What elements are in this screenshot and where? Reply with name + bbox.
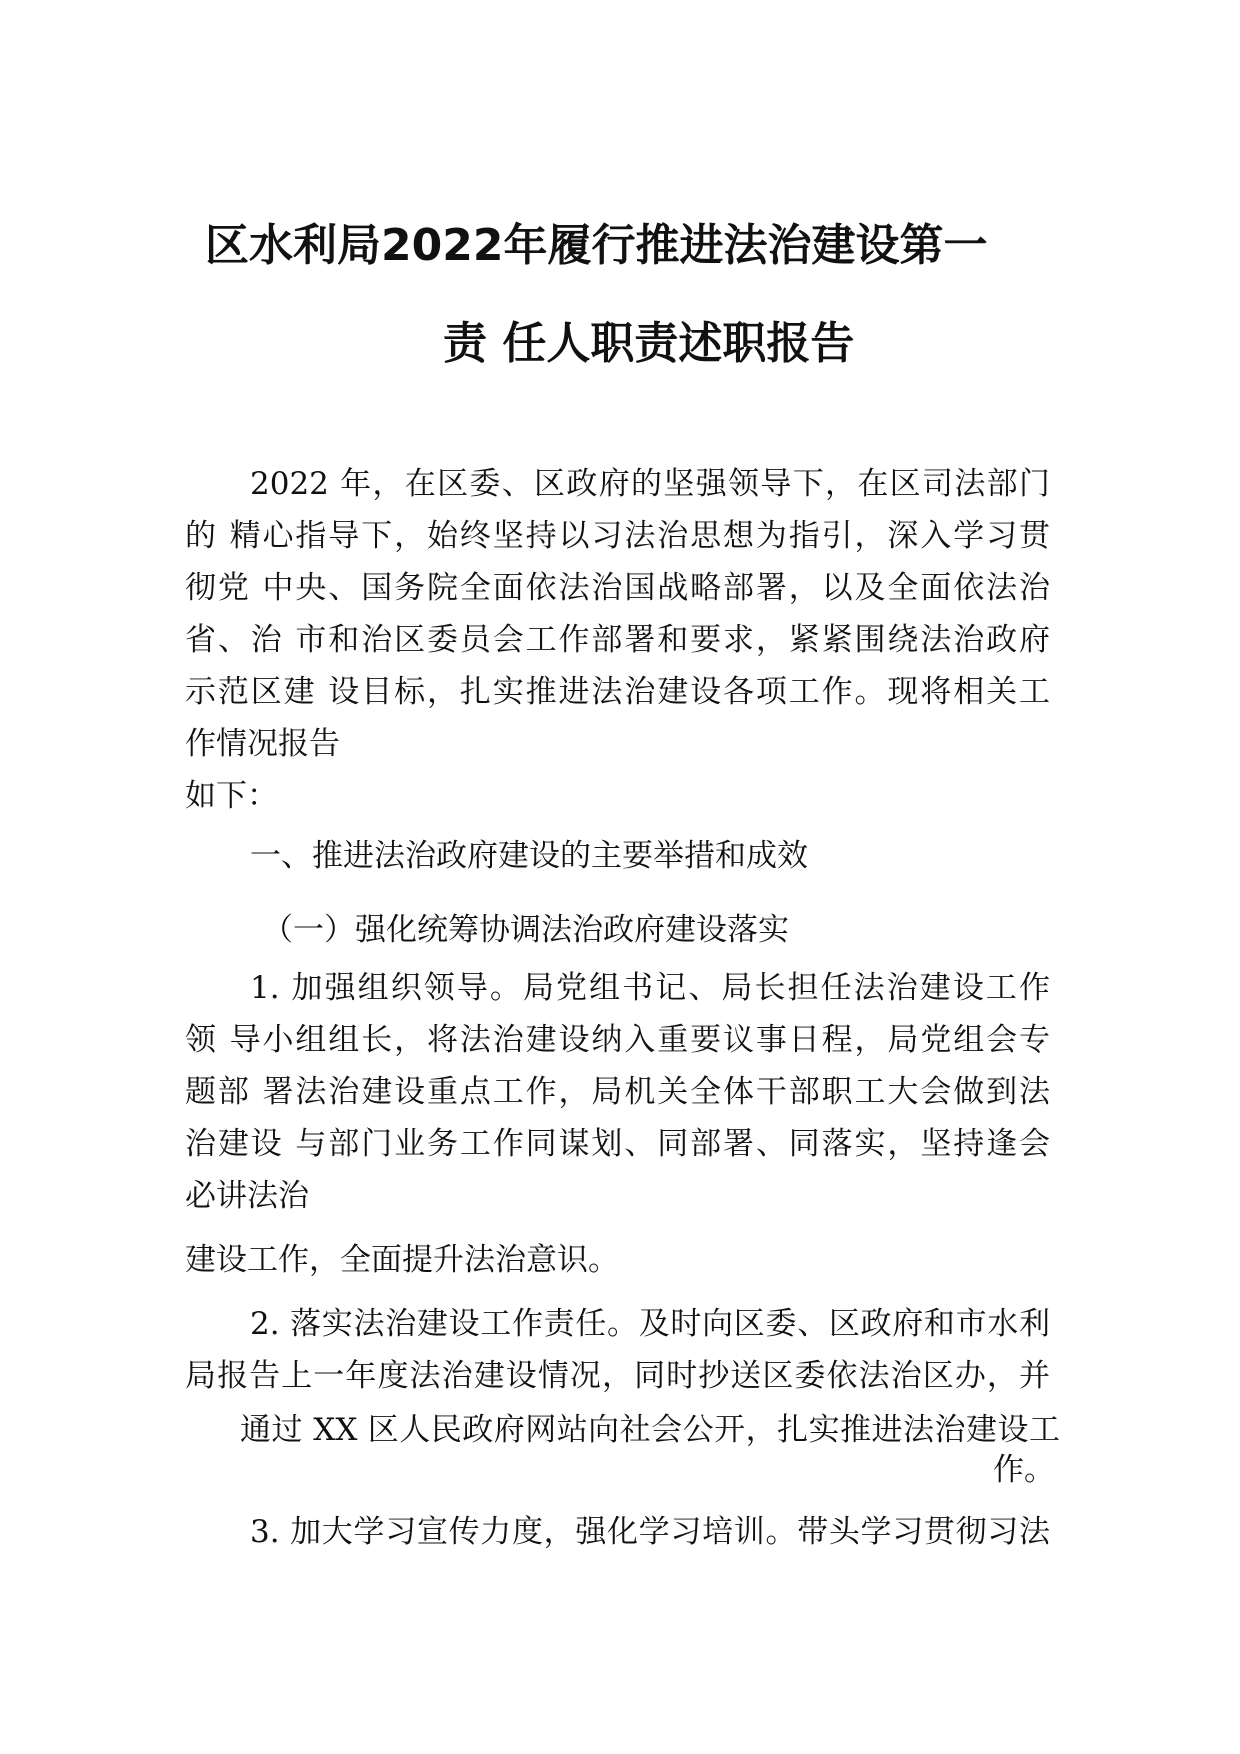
paragraph-line: 建设工作，全面提升法治意识。 xyxy=(185,1242,619,1278)
paragraph-line: 通过 XX 区人民政府网站向社会公开，扎实推进法治建设工 xyxy=(240,1412,1060,1448)
paragraph-line: 省、治 市和治区委员会工作部署和要求，紧紧围绕法治政府 xyxy=(185,622,1050,658)
paragraph-line: 3. 加大学习宣传力度，强化学习培训。带头学习贯彻习法 xyxy=(250,1514,1050,1550)
paragraph-line: 作情况报告 xyxy=(185,726,340,762)
paragraph-line: 领 导小组组长，将法治建设纳入重要议事日程，局党组会专 xyxy=(185,1022,1050,1058)
paragraph-line: 如下： xyxy=(185,778,278,814)
paragraph-line: 1. 加强组织领导。局党组书记、局长担任法治建设工作 xyxy=(250,970,1050,1006)
document-title-line-2: 责 任人职责述职报告 xyxy=(443,318,855,369)
paragraph-line: 2022 年，在区委、区政府的坚强领导下，在区司法部门 xyxy=(250,466,1050,502)
subsection-heading: （一）强化统筹协调法治政府建设落实 xyxy=(262,912,789,948)
paragraph-line: 2. 落实法治建设工作责任。及时向区委、区政府和市水利 xyxy=(250,1306,1050,1342)
paragraph-line: 局报告上一年度法治建设情况，同时抄送区委依法治区办，并 xyxy=(185,1358,1050,1394)
paragraph-line: 治建设 与部门业务工作同谋划、同部署、同落实，坚持逢会 xyxy=(185,1126,1050,1162)
paragraph-line: 彻党 中央、国务院全面依法治国战略部署，以及全面依法治 xyxy=(185,570,1050,606)
paragraph-line: 作。 xyxy=(993,1452,1055,1488)
section-heading: 一、推进法治政府建设的主要举措和成效 xyxy=(250,838,808,874)
paragraph-line: 必讲法治 xyxy=(185,1178,309,1214)
paragraph-line: 题部 署法治建设重点工作，局机关全体干部职工大会做到法 xyxy=(185,1074,1050,1110)
paragraph-line: 示范区建 设目标，扎实推进法治建设各项工作。现将相关工 xyxy=(185,674,1050,710)
paragraph-line: 的 精心指导下，始终坚持以习法治思想为指引，深入学习贯 xyxy=(185,518,1050,554)
document-title-line-1: 区水利局2022年履行推进法治建设第一 xyxy=(205,220,988,271)
